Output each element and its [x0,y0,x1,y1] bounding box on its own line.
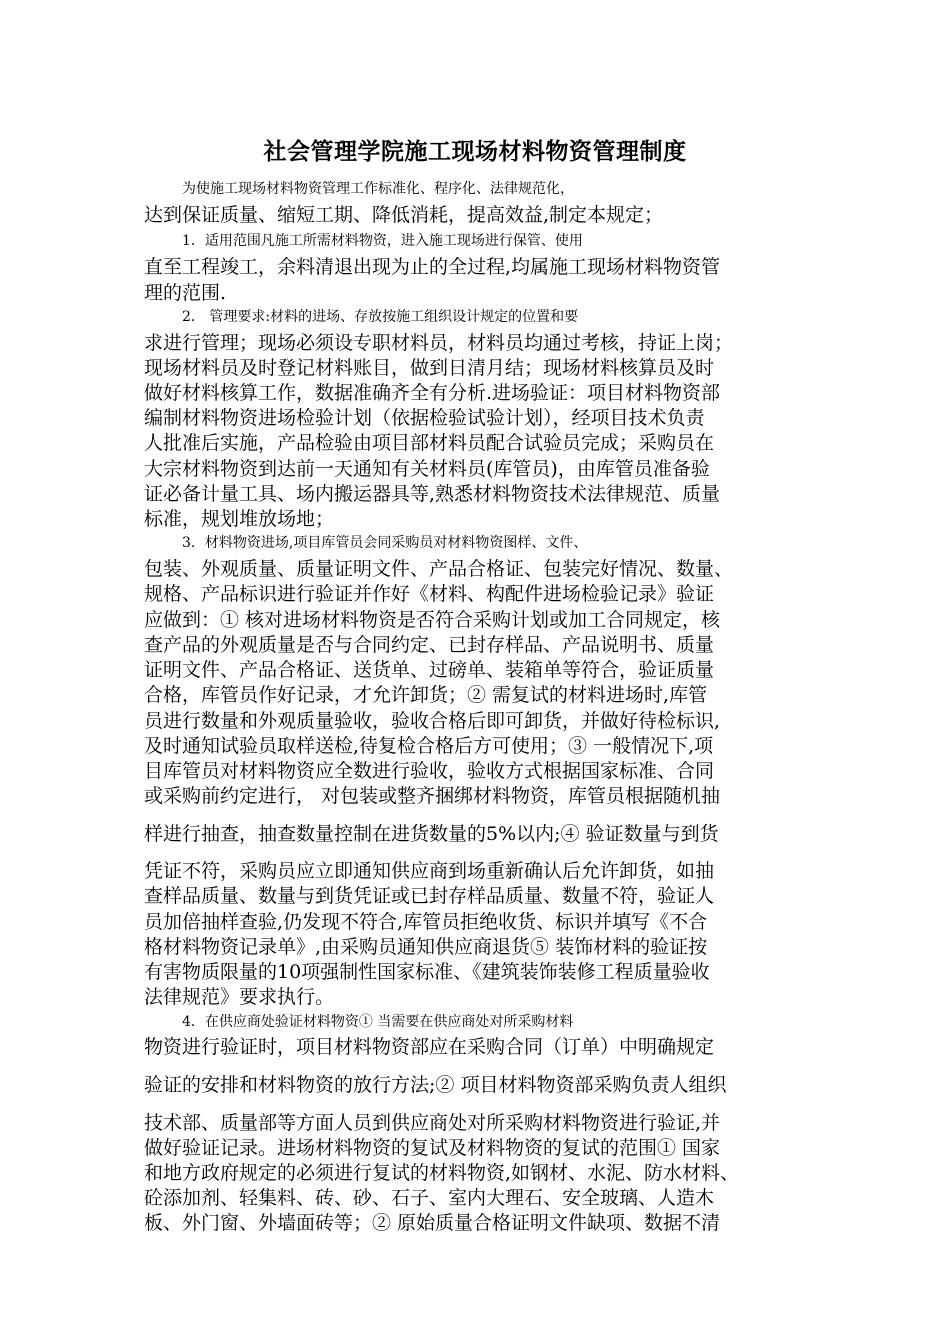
text-line: 格材料物资记录单》,由采购员通知供应商退货⑤ 装饰材料的验证按 [144,936,708,958]
text-line: 样进行抽查，抽查数量控制在进货数量的5%以内;④ 验证数量与到货 [144,823,719,845]
text-line: 物资进行验证时，项目材料物资部应在采购合同（订单）中明确规定 [144,1036,715,1058]
text-line: 和地方政府规定的必须进行复试的材料物资,如钢材、水泥、防水材料、 [144,1162,740,1184]
text-line: 3．材料物资进场,项目库管员会同采购员对材料物资图样、文件、 [182,535,588,551]
text-line: 规格、产品标识进行验证并作好《材料、构配件进场检验记录》验证 [144,583,715,605]
text-line: 现场材料员及时登记材料账目，做到日清月结；现场材料核算员及时 [144,357,715,379]
text-line: 4．在供应商处验证材料物资① 当需要在供应商处对所采购材料 [182,1014,574,1030]
text-line: 员加倍抽样查验,仍发现不符合,库管员拒绝收货、标识并填写《不合 [144,911,708,933]
text-line: 应做到：① 核对进场材料物资是否符合采购计划或加工合同规定，核 [144,609,721,631]
text-line: 或采购前约定进行， 对包装或整齐捆绑材料物资，库管员根据随机抽 [144,785,721,807]
text-line: 达到保证质量、缩短工期、降低消耗，提高效益,制定本规定； [144,204,664,226]
text-line: 及时通知试验员取样送检,待复检合格后方可使用；③ 一般情况下,项 [144,735,714,757]
text-line: 目库管员对材料物资应全数进行验收，验收方式根据国家标准、合同 [144,760,715,782]
text-line: 做好验证记录。进场材料物资的复试及材料物资的复试的范围① 国家 [144,1137,721,1159]
document-title: 社会管理学院施工现场材料物资管理制度 [263,139,687,165]
text-line: 员进行数量和外观质量验收，验收合格后即可卸货，并做好待检标识, [144,710,721,732]
text-line: 技术部、质量部等方面人员到供应商处对所采购材料物资进行验证,并 [144,1112,721,1134]
text-line: 查样品质量、数量与到货凭证或已封存样品质量、数量不符，验证人 [144,885,715,907]
text-line: 2． 管理要求:材料的进场、存放按施工组织设计规定的位置和要 [182,309,579,325]
text-line: 验证的安排和材料物资的放行方法;② 项目材料物资部采购负责人组织 [144,1074,727,1096]
text-line: 砼添加剂、轻集料、砖、砂、石子、室内大理石、安全玻璃、人造木 [144,1187,715,1209]
text-line: 标准，规划堆放场地； [144,508,335,530]
text-line: 大宗材料物资到达前一天通知有关材料员(库管员)，由库管员准备验 [144,458,710,480]
text-line: 人批准后实施，产品检验由项目部材料员配合试验员完成；采购员在 [144,432,715,454]
text-line: 合格，库管员作好记录，才允许卸货；② 需复试的材料进场时,库管 [144,684,708,706]
text-line: 法律规范》要求执行。 [144,986,335,1008]
text-line: 有害物质限量的10项强制性国家标准、《建筑装饰装修工程质量验收 [144,961,710,983]
text-line: 编制材料物资进场检验计划（依据检验试验计划），经项目技术负责 [144,407,705,429]
text-line: 板、外门窗、外墙面砖等；② 原始质量合格证明文件缺项、数据不清 [144,1212,721,1234]
text-line: 理的范围. [144,282,227,304]
text-line: 证必备计量工具、场内搬运器具等,熟悉材料物资技术法律规范、质量 [144,483,721,505]
text-line: 凭证不符，采购员应立即通知供应商到场重新确认后允许卸货，如抽 [144,860,715,882]
text-line: 证明文件、产品合格证、送货单、过磅单、装箱单等符合，验证质量 [144,659,715,681]
text-line: 包装、外观质量、质量证明文件、产品合格证、包装完好情况、数量、 [144,558,734,580]
text-line: 1．适用范围凡施工所需材料物资，进入施工现场进行保管、使用 [182,233,583,249]
text-line: 直至工程竣工，余料清退出现为止的全过程,均属施工现场材料物资管 [144,256,721,278]
text-line: 做好材料核算工作，数据准确齐全有分析.进场验证：项目材料物资部 [144,382,721,404]
text-line: 求进行管理；现场必须设专职材料员，材料员均通过考核，持证上岗； [144,332,734,354]
text-line: 查产品的外观质量是否与合同约定、已封存样品、产品说明书、质量 [144,634,715,656]
text-line: 为使施工现场材料物资管理工作标准化、程序化、法律规范化， [182,181,574,197]
